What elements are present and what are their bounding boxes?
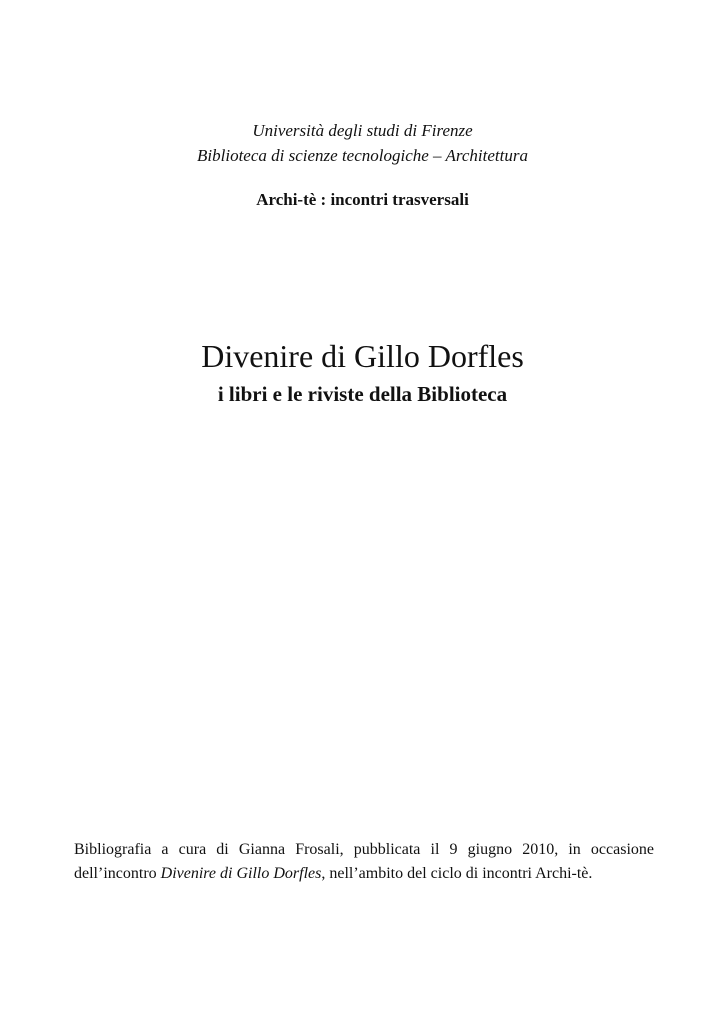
event-title: Divenire di Gillo Dorfles [160, 865, 322, 882]
colophon-paragraph [74, 838, 654, 886]
document-title: Divenire di Gillo Dorfles [201, 338, 524, 374]
library-name: Biblioteca di scienze tecnologiche – Architettura [197, 146, 528, 165]
series-title: Archi-tè : incontri trasversali [256, 190, 469, 209]
title-block [0, 336, 725, 408]
colophon-text-1: Bibliografia a cura di Gianna Frosali, pubblicata il 9 giugno 2010, in occasione dell’incontro [74, 841, 654, 882]
document-subtitle: i libri e le riviste della Biblioteca [217, 382, 508, 406]
colophon-text-2: , nell’ambito del ciclo di incontri Archi-tè. [321, 865, 593, 882]
university-name: Università degli studi di Firenze [252, 121, 473, 140]
institution-header [0, 118, 725, 168]
